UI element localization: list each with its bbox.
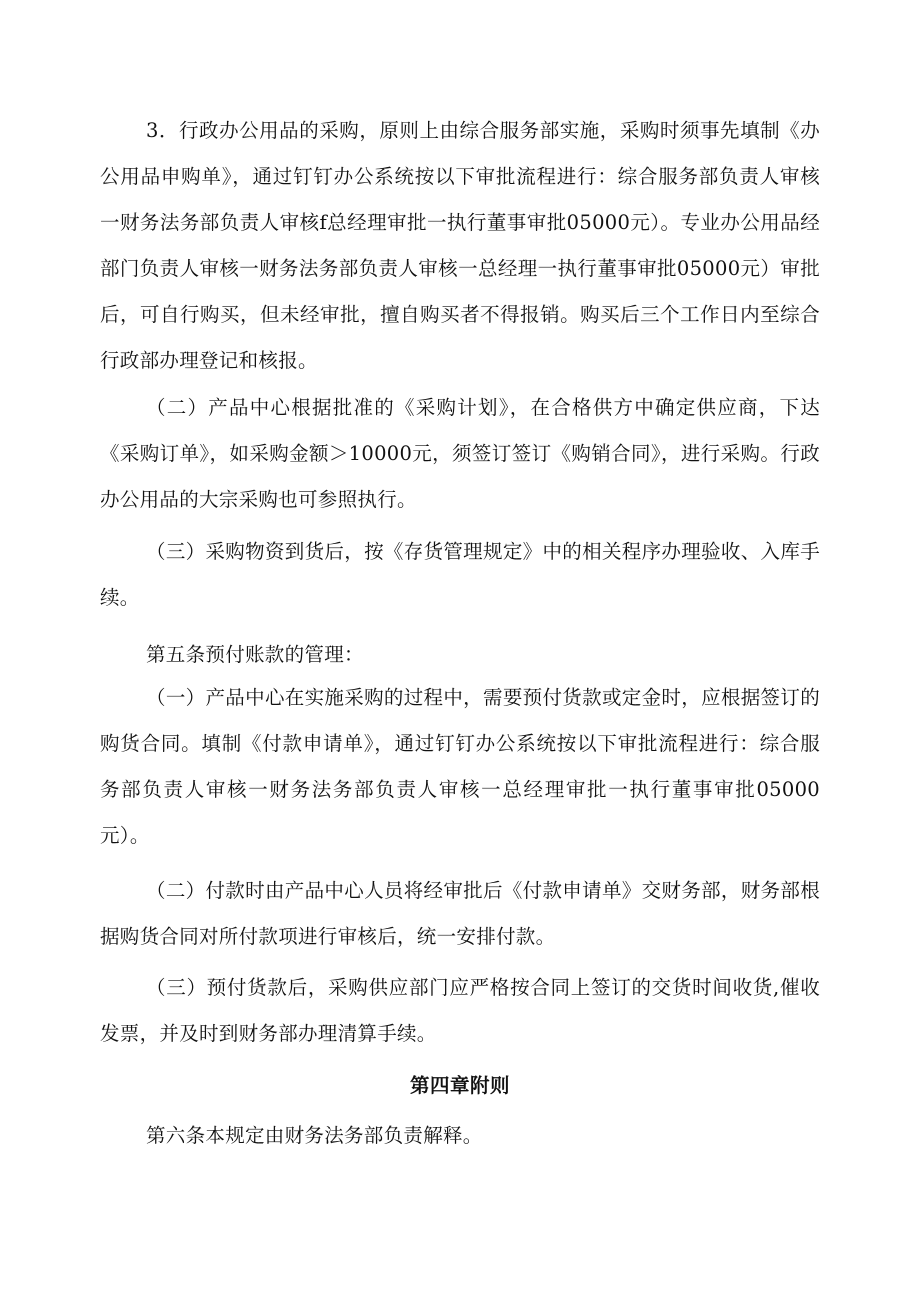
paragraph-payment-review: （二）付款时由产品中心人员将经审批后《付款申请单》交财务部，财务部根据购货合同对所付款项进行审核后，统一安排付款。 [100, 879, 820, 948]
article-six: 第六条本规定由财务法务部负责解释。 [146, 1124, 483, 1147]
chapter-heading: 第四章附则 [409, 1074, 510, 1097]
paragraph-goods-arrival: （三）采购物资到货后，按《存货管理规定》中的相关程序办理验收、入库手续。 [100, 540, 820, 609]
paragraph-office-supplies-procurement: 3．行政办公用品的采购，原则上由综合服务部实施，采购时须事先填制《办公用品申购单》，通过钉钉办公系统按以下审批流程进行：综合服务部负责人审核一财务法务部负责人审核f总经理审批一执行董事审批05000元）。专业办公用品经部门负责人审核一财务法务部负责人审核一总经理一执行董事审批05000元）审批后，可自行购买，但未经审批，擅自购买者不得报销。购买后三个工作日内至综合行政部办理登记和核报。 [100, 119, 820, 372]
paragraph-product-center-purchase: （二）产品中心根据批准的《采购计划》，在合格供方中确定供应商，下达《采购订单》，如采购金额＞10000元，须签订签订《购销合同》，进行采购。行政办公用品的大宗采购也可参照执行。 [100, 396, 820, 511]
article-five-title: 第五条预付账款的管理： [146, 643, 364, 666]
paragraph-prepayment-request: （一）产品中心在实施采购的过程中，需要预付货款或定金时，应根据签订的购货合同。填制《付款申请单》，通过钉钉办公系统按以下审批流程进行：综合服务部负责人审核一财务法务部负责人审核一总经理审批一执行董事审批05000元）。 [100, 686, 820, 847]
paragraph-invoice-settlement: （三）预付货款后，采购供应部门应严格按合同上签订的交货时间收货,催收发票，并及时到财务部办理清算手续。 [100, 976, 820, 1045]
